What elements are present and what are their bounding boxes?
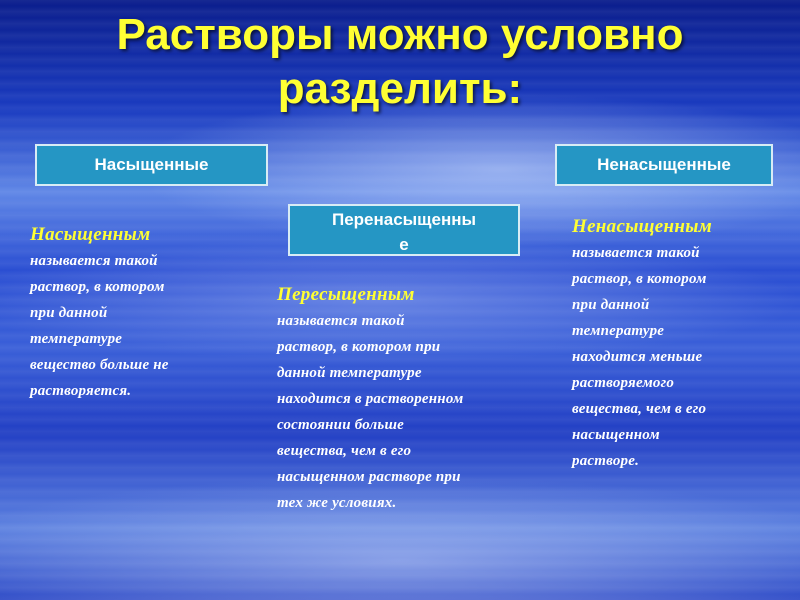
supersaturated-box-label-line-1: Перенасыщенны: [331, 210, 477, 229]
unsaturated-definition-line: раствор, в котором: [572, 271, 707, 287]
saturated-term: Насыщенным: [30, 224, 151, 245]
unsaturated-definition-line: температуре: [572, 323, 665, 339]
saturated-definition-line: раствор, в котором: [30, 279, 165, 295]
saturated-definition-line: температуре: [30, 331, 123, 347]
supersaturated-definition: [277, 282, 552, 516]
unsaturated-definition-line: при данной: [572, 297, 650, 313]
supersaturated-box-label-line-2: е: [399, 235, 409, 254]
supersaturated-definition-line: раствор, в котором при: [277, 339, 441, 355]
supersaturated-definition-line: находится в растворенном: [277, 391, 464, 407]
unsaturated-term: Ненасыщенным: [572, 216, 713, 237]
unsaturated-definition-line: растворе.: [572, 453, 640, 469]
saturated-definition: [30, 222, 260, 404]
unsaturated-definition-line: вещества, чем в его: [572, 401, 707, 417]
supersaturated-definition-line: состоянии больше: [277, 417, 405, 433]
supersaturated-box: [288, 204, 520, 256]
unsaturated-definition: [572, 214, 787, 474]
unsaturated-definition-line: находится меньше: [572, 349, 703, 365]
saturated-definition-line: при данной: [30, 305, 108, 321]
unsaturated-definition-line: называется такой: [572, 245, 700, 261]
slide-title-line-1: Растворы можно условно: [116, 10, 684, 59]
unsaturated-definition-line: насыщенном: [572, 427, 660, 443]
supersaturated-definition-line: насыщенном растворе при: [277, 469, 461, 485]
supersaturated-definition-line: называется такой: [277, 313, 405, 329]
supersaturated-term: Пересыщенным: [277, 284, 415, 305]
saturated-definition-line: растворяется.: [30, 383, 132, 399]
slide-title-line-2: разделить:: [277, 64, 523, 113]
unsaturated-box-label: Ненасыщенные: [597, 155, 731, 174]
saturated-box: [35, 144, 268, 186]
saturated-definition-line: вещество больше не: [30, 357, 169, 373]
saturated-box-label: Насыщенные: [94, 155, 209, 174]
supersaturated-definition-line: данной температуре: [277, 365, 422, 381]
supersaturated-definition-line: вещества, чем в его: [277, 443, 412, 459]
unsaturated-definition-line: растворяемого: [572, 375, 675, 391]
unsaturated-box: [555, 144, 773, 186]
slide-title: [0, 8, 800, 116]
saturated-definition-line: называется такой: [30, 253, 158, 269]
supersaturated-definition-line: тех же условиях.: [277, 495, 397, 511]
